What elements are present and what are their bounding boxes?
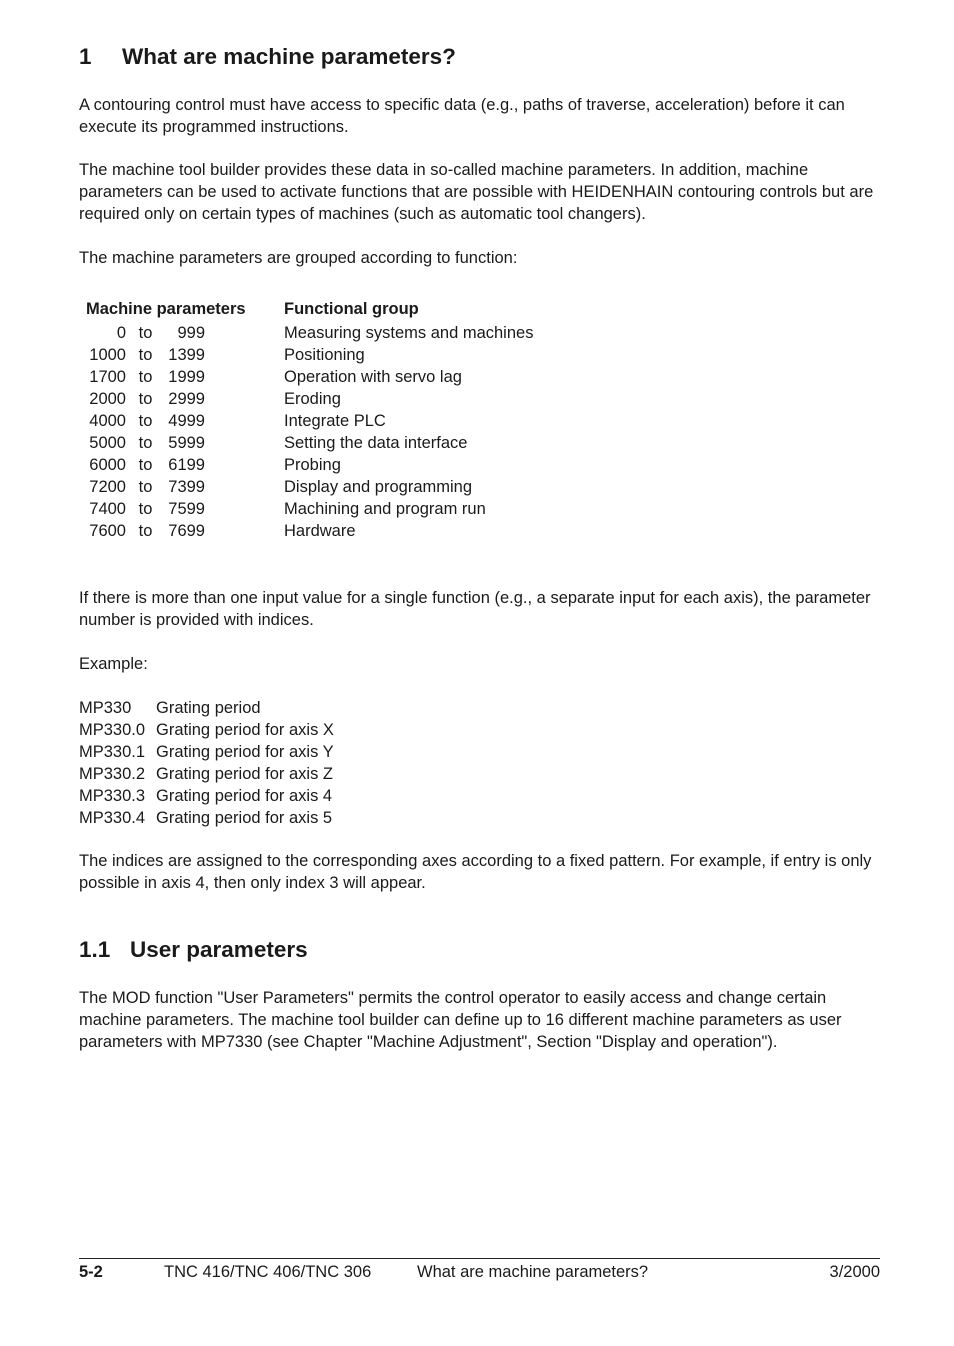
example-item	[79, 741, 334, 763]
functional-group-cell: Machining and program run	[284, 500, 486, 518]
functional-group-cell: Integrate PLC	[284, 412, 386, 430]
range-end: 2999	[168, 390, 205, 408]
range-to-word: to	[138, 368, 153, 386]
parameter-code: MP330	[79, 699, 132, 717]
range-to-word: to	[138, 324, 153, 342]
table-body	[86, 322, 533, 542]
range-start: 0	[116, 324, 126, 342]
table-header	[86, 296, 533, 322]
range-start: 5000	[89, 434, 126, 452]
example-item	[79, 785, 334, 807]
functional-group-cell: Hardware	[284, 522, 356, 540]
example-item	[79, 697, 334, 719]
range-to-word: to	[138, 478, 153, 496]
table-row	[86, 476, 533, 498]
functional-group-cell: Probing	[284, 456, 341, 474]
table-row	[86, 520, 533, 542]
parameter-description: Grating period for axis Z	[156, 765, 333, 783]
range-end: 999	[177, 324, 205, 342]
subsection-number: 1.1	[79, 937, 111, 962]
example-item	[79, 807, 334, 829]
range-cell	[86, 498, 284, 520]
parameter-table	[86, 296, 533, 542]
paragraph-grouping: The machine parameters are grouped according to function:	[79, 249, 518, 267]
functional-group-cell: Operation with servo lag	[284, 368, 462, 386]
section-title: What are machine parameters?	[122, 44, 456, 69]
paragraph-intro: A contouring control must have access to specific data (e.g., paths of traverse, acceleration) before it can execute its programmed instructions.	[79, 96, 845, 136]
functional-group-cell: Measuring systems and machines	[284, 324, 534, 342]
parameter-description: Grating period for axis 5	[156, 809, 333, 827]
parameter-code: MP330.2	[79, 765, 146, 783]
table-row	[86, 388, 533, 410]
subsection-heading	[79, 937, 308, 963]
range-to-word: to	[138, 412, 153, 430]
paragraph-machine-builder: The machine tool builder provides these data in so-called machine parameters. In addition, machine parameters can be used to activate functions that are possible with HEIDENHAIN contouring controls but are required only on certain types of machines (such as automatic tool changers).	[79, 161, 874, 223]
functional-group-cell: Positioning	[284, 346, 365, 364]
table-row	[86, 454, 533, 476]
example-list	[79, 697, 334, 829]
example-item	[79, 763, 334, 785]
parameter-code: MP330.3	[79, 787, 146, 805]
range-end: 1999	[168, 368, 205, 386]
range-end: 5999	[168, 434, 205, 452]
paragraph-indices: If there is more than one input value for a single function (e.g., a separate input for each axis), the parameter number is provided with indices.	[79, 589, 871, 629]
footer-section: What are machine parameters?	[417, 1263, 649, 1281]
range-start: 6000	[89, 456, 126, 474]
range-end: 1399	[168, 346, 205, 364]
range-to-word: to	[138, 522, 153, 540]
functional-group-cell: Setting the data interface	[284, 434, 468, 452]
table-row	[86, 498, 533, 520]
table-row	[86, 432, 533, 454]
paragraph-example-label: Example:	[79, 655, 148, 673]
page-footer	[79, 1258, 880, 1281]
range-cell	[86, 410, 284, 432]
range-cell	[86, 454, 284, 476]
column-header-range: Machine parameters	[86, 300, 246, 318]
section-number: 1	[79, 44, 92, 69]
range-start: 1000	[89, 346, 126, 364]
table-row	[86, 322, 533, 344]
range-start: 4000	[89, 412, 126, 430]
parameter-description: Grating period	[156, 699, 261, 717]
range-to-word: to	[138, 434, 153, 452]
range-to-word: to	[138, 500, 153, 518]
range-start: 7200	[89, 478, 126, 496]
table-row	[86, 366, 533, 388]
parameter-description: Grating period for axis 4	[156, 787, 333, 805]
range-end: 4999	[168, 412, 205, 430]
footer-product: TNC 416/TNC 406/TNC 306	[164, 1263, 372, 1281]
functional-group-cell: Eroding	[284, 390, 341, 408]
range-cell	[86, 322, 284, 344]
range-cell	[86, 432, 284, 454]
parameter-code: MP330.0	[79, 721, 146, 739]
parameter-description: Grating period for axis X	[156, 721, 334, 739]
paragraph-user-parameters: The MOD function "User Parameters" permits the control operator to easily access and change certain machine parameters. The machine tool builder can define up to 16 different machine parameters as user parameters with MP7330 (see Chapter "Machine Adjustment", Section "Display and operation").	[79, 989, 842, 1051]
range-end: 7699	[168, 522, 205, 540]
parameter-code: MP330.4	[79, 809, 146, 827]
range-start: 7400	[89, 500, 126, 518]
subsection-title: User parameters	[130, 937, 308, 962]
range-cell	[86, 366, 284, 388]
parameter-description: Grating period for axis Y	[156, 743, 334, 761]
range-end: 7399	[168, 478, 205, 496]
range-end: 6199	[168, 456, 205, 474]
footer-page-number: 5-2	[79, 1263, 103, 1281]
range-start: 1700	[89, 368, 126, 386]
range-cell	[86, 344, 284, 366]
range-end: 7599	[168, 500, 205, 518]
table-row	[86, 410, 533, 432]
section-heading	[79, 44, 456, 70]
range-to-word: to	[138, 390, 153, 408]
parameter-code: MP330.1	[79, 743, 146, 761]
table-row	[86, 344, 533, 366]
paragraph-index-assignment: The indices are assigned to the corresponding axes according to a fixed pattern. For example, if entry is only possible in axis 4, then only index 3 will appear.	[79, 852, 872, 892]
example-item	[79, 719, 334, 741]
range-cell	[86, 388, 284, 410]
range-to-word: to	[138, 346, 153, 364]
range-start: 2000	[89, 390, 126, 408]
range-start: 7600	[89, 522, 126, 540]
functional-group-cell: Display and programming	[284, 478, 473, 496]
range-cell	[86, 476, 284, 498]
column-header-group: Functional group	[284, 300, 419, 318]
range-cell	[86, 520, 284, 542]
footer-date: 3/2000	[829, 1263, 880, 1281]
range-to-word: to	[138, 456, 153, 474]
